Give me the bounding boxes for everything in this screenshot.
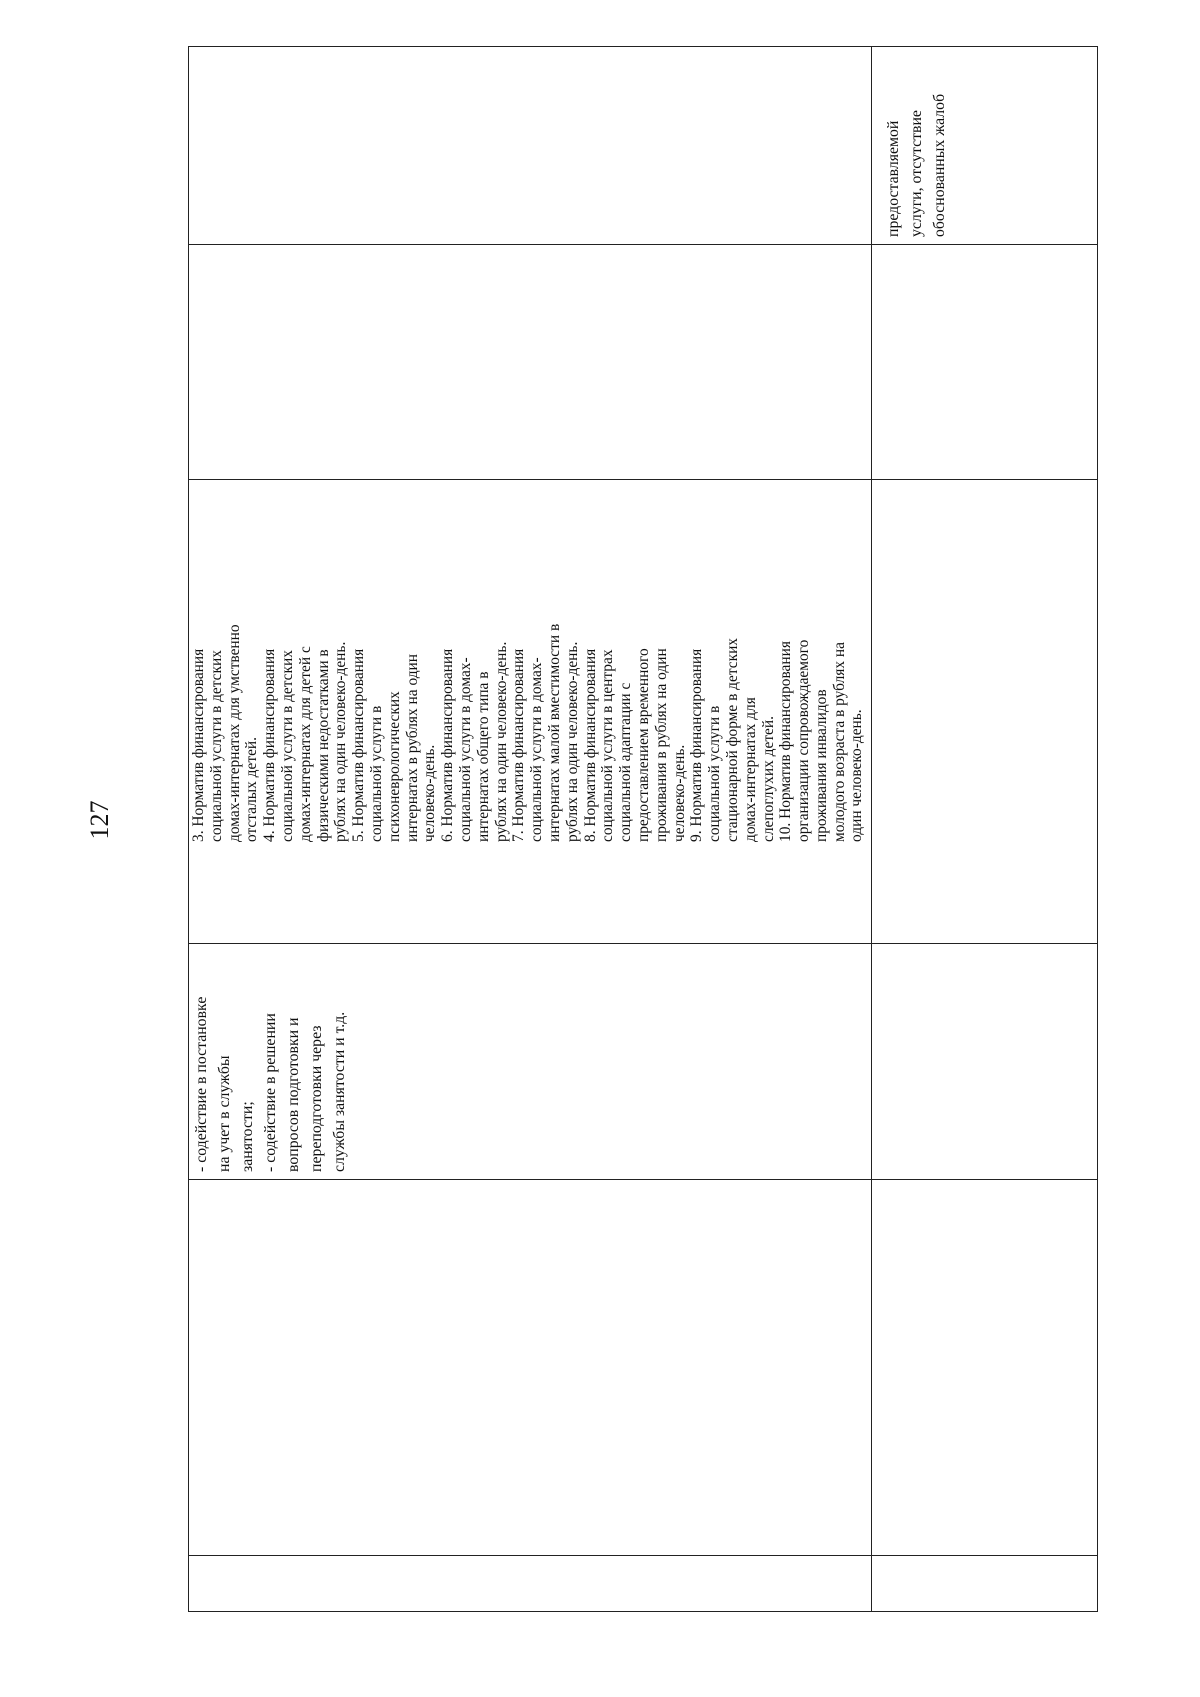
criteria-cell: [882, 94, 951, 237]
table-column-divider: [189, 943, 1097, 944]
cell-line: занятости;: [239, 1101, 256, 1172]
cell-line: 7. Норматив финансирования: [510, 648, 528, 842]
cell-line: социальной адаптации с: [617, 682, 635, 842]
table-column-divider: [189, 1179, 1097, 1180]
cell-line: социальной услуги в детских: [278, 650, 296, 842]
cell-line: 8. Норматив финансирования: [581, 648, 599, 842]
cell-line: социальной услуги в центрах: [599, 649, 617, 842]
table-column-divider: [189, 1555, 1097, 1556]
table-column-divider: [871, 479, 1097, 480]
cell-line: домах-интернатах для детей с: [296, 646, 314, 842]
cell-line: на учет в службы: [216, 1055, 233, 1172]
cell-line: социальной услуги в домах-: [528, 657, 546, 842]
cell-line: - содействие в постановке: [193, 996, 210, 1172]
cell-line: предоставляемой: [885, 120, 902, 237]
cell-line: слепоглухих детей.: [759, 716, 777, 842]
cell-line: социальной услуги в: [706, 705, 724, 842]
cell-line: рублях на один человеко-день.: [332, 641, 350, 842]
cell-line: проживания инвалидов: [812, 689, 830, 842]
financing-norms-cell: [190, 624, 866, 842]
cell-line: человеко-день.: [421, 744, 439, 842]
services-cell: [190, 997, 351, 1172]
cell-line: - содействие в решении: [262, 1013, 279, 1172]
table-row-divider: [871, 47, 872, 1611]
cell-line: 3. Норматив финансирования: [190, 648, 207, 842]
document-table: [188, 46, 1098, 1612]
cell-line: молодого возраста в рублях на: [830, 642, 848, 842]
cell-line: рублях на один человеко-день.: [563, 641, 581, 842]
cell-line: проживания в рублях на один: [652, 648, 670, 842]
cell-line: интернатах малой вместимости в: [545, 623, 563, 842]
table-column-divider: [189, 479, 871, 480]
cell-line: услуги, отсутствие: [908, 110, 925, 237]
cell-line: отсталых детей.: [243, 737, 261, 842]
cell-line: стационарной форме в детских: [723, 637, 741, 842]
cell-line: физическими недостатками в: [314, 649, 332, 842]
cell-line: службы занятости и т.д.: [331, 1011, 348, 1172]
cell-line: 4. Норматив финансирования: [261, 648, 279, 842]
cell-line: 9. Норматив финансирования: [688, 648, 706, 842]
cell-line: интернатах в рублях на один: [403, 653, 421, 842]
cell-line: один человеко-день.: [848, 709, 866, 842]
cell-line: социальной услуги в домах-: [456, 657, 474, 842]
cell-line: рублях на один человеко-день.: [492, 641, 510, 842]
cell-line: человеко-день.: [670, 744, 688, 842]
cell-line: домах-интернатах для: [741, 697, 759, 842]
cell-line: социальной услуги в детских: [207, 650, 225, 842]
table-column-divider: [189, 244, 1097, 245]
cell-line: домах-интернатах для умственно: [225, 624, 243, 842]
page-number: 127: [85, 800, 114, 840]
cell-line: организации сопровождаемого: [795, 639, 813, 842]
cell-line: 6. Норматив финансирования: [439, 648, 457, 842]
cell-line: обоснованных жалоб: [931, 93, 948, 237]
cell-line: предоставлением временного: [634, 648, 652, 842]
cell-line: вопросов подготовки и: [285, 1017, 302, 1172]
cell-line: интернатах общего типа в: [474, 671, 492, 842]
cell-line: психоневрологических: [385, 691, 403, 842]
cell-line: социальной услуги в: [367, 705, 385, 842]
cell-line: 5. Норматив финансирования: [350, 648, 368, 842]
cell-line: 10. Норматив финансирования: [777, 641, 795, 842]
cell-line: переподготовки через: [308, 1025, 325, 1172]
